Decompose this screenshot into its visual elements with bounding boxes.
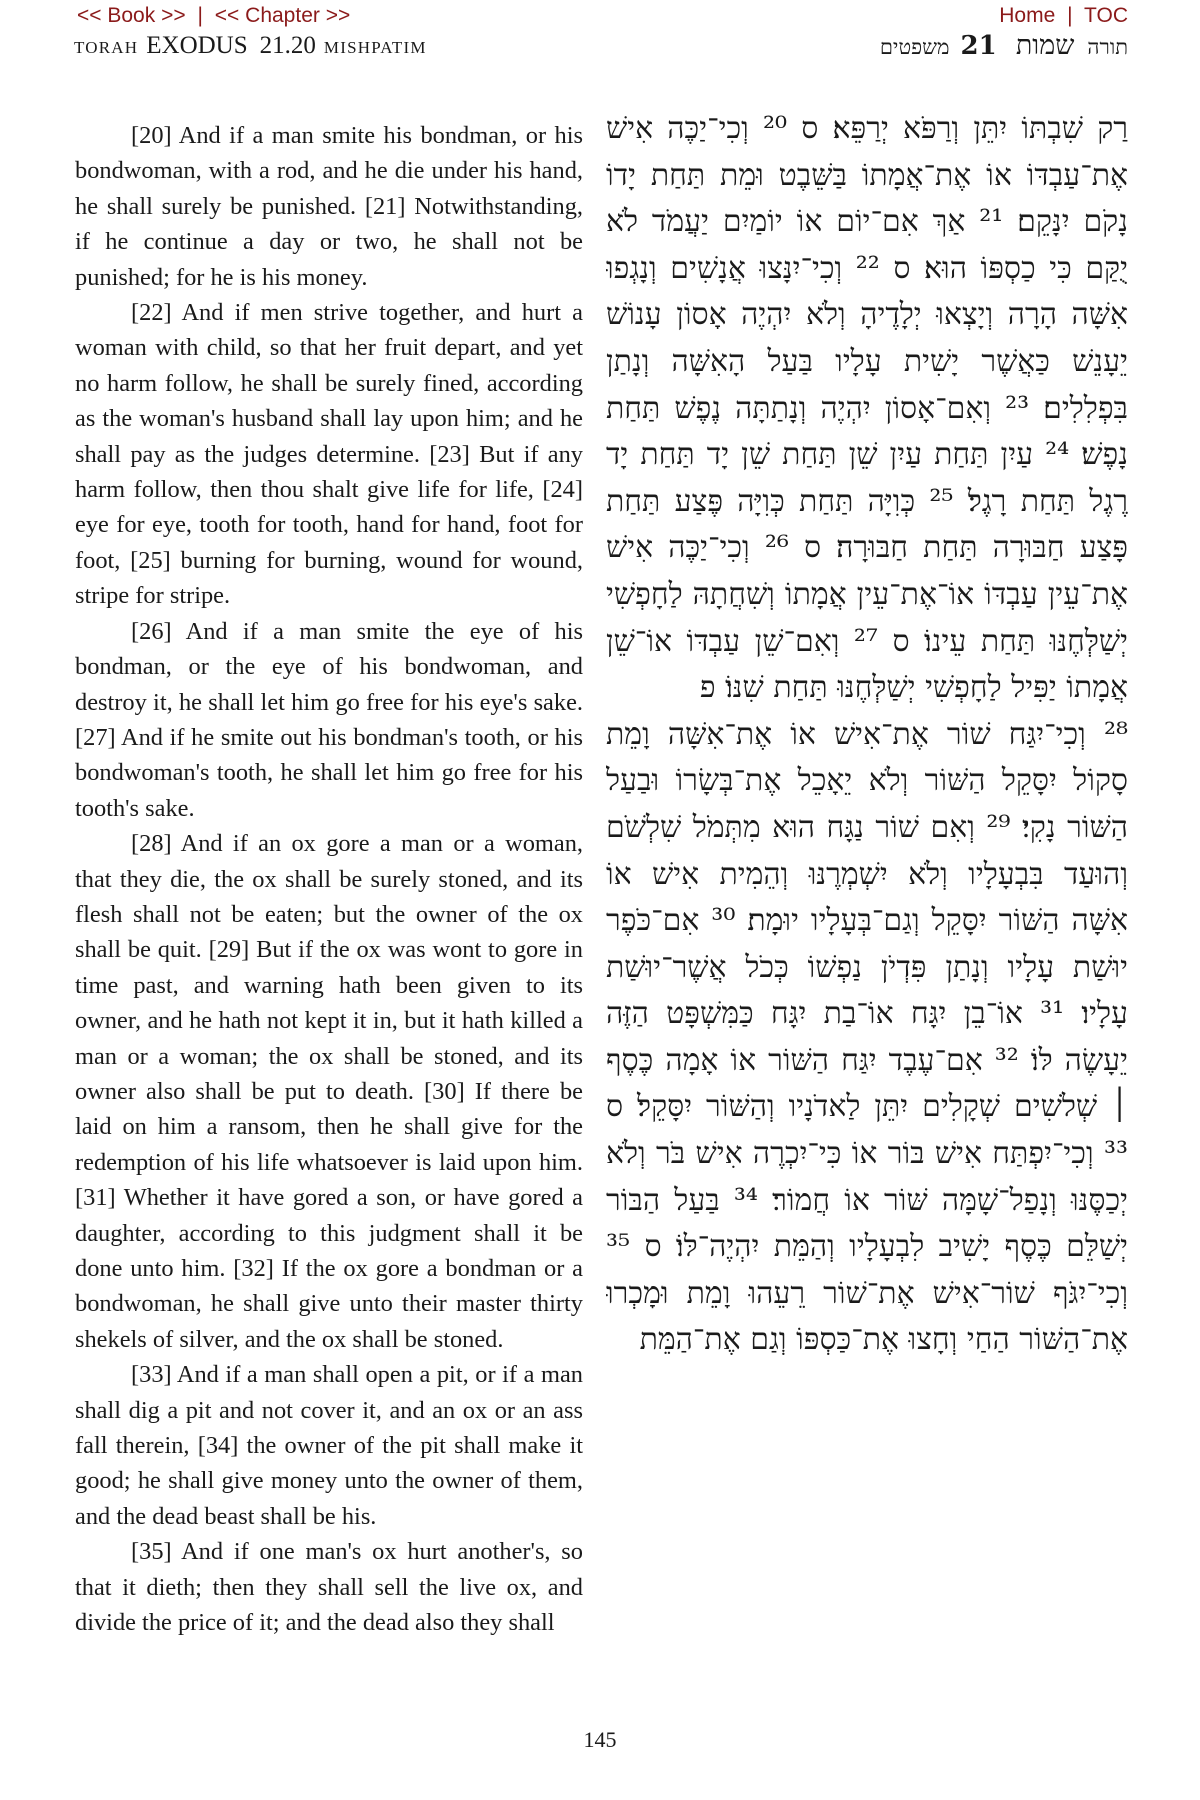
english-paragraph: [28] And if an ox gore a man or a woman, that they die, the ox shall be surely stoned, and its flesh shall not be eaten; but the owner of the ox shall be quit. [29] But if the ox was wont to gore in time past, and warning hath been given to its owner, and he hath not kept it in, but it hath killed a man or a woman; the ox shall be stoned, and its owner also shall be put to death. [30] If there be laid on him a ransom, then he shall give for the redemption of his life whatsoever is laid upon him. [31] Whether it have gored a son, or have gored a daughter, according to this judgment shall it be done unto him. [32] If the ox gore a bondman or a bondwoman, he shall give unto their master thirty shekels of silver, and the ox shall be stoned.: [75, 830, 583, 1353]
toc-link[interactable]: TOC: [1084, 4, 1128, 27]
page-number: 145: [583, 1727, 617, 1752]
home-link[interactable]: Home: [999, 4, 1056, 27]
hebrew-running-header: [880, 30, 1128, 61]
book-chapter-nav: [77, 4, 350, 28]
book-label[interactable]: Book: [107, 4, 156, 27]
next-book-link[interactable]: >>: [161, 4, 186, 27]
hebrew-paragraph: ²⁸ וְכִי־יִגַּח שׁוֹר אֶת־אִישׁ אוֹ אֶת־אִשָּׁה וָמֵת סָקוֹל יִסָּקֵל הַשּׁוֹר וְלֹא יֵאָכֵל אֶת־בְּשָׂרוֹ וּבַעַל הַשּׁוֹר נָקִי׃ ²⁹ וְאִם שׁוֹר נַגָּח הוּא מִתְּמֹל שִׁלְשֹׁם וְהוּעַד בִּבְעָלָיו וְלֹא יִשְׁמְרֶנּוּ וְהֵמִית אִישׁ אוֹ אִשָּׁה הַשּׁוֹר יִסָּקֵל וְגַם־בְּעָלָיו יוּמָת׃ ³⁰ אִם־כֹּפֶר יוּשַׁת עָלָיו וְנָתַן פִּדְיֹן נַפְשׁוֹ כְּכֹל אֲשֶׁר־יוּשַׁת עָלָיו׃ ³¹ אוֹ־בֵן יִגָּח אוֹ־בַת יִגָּח כַּמִּשְׁפָּט הַזֶּה יֵעָשֶׂה לּוֹ׃ ³² אִם־עֶבֶד יִגַּח הַשּׁוֹר אוֹ אָמָה כֶּסֶף ׀ שְׁלֹשִׁים שְׁקָלִים יִתֵּן לַאדֹנָיו וְהַשּׁוֹר יִסָּקֵל׃ ס ³³ וְכִי־יִפְתַּח אִישׁ בּוֹר אוֹ כִּי־יִכְרֶה אִישׁ בֹּר וְלֹא יְכַסֶּנּוּ וְנָפַל־שָׁמָּה שּׁוֹר אוֹ חֲמוֹר׃ ³⁴ בַּעַל הַבּוֹר יְשַׁלֵּם כֶּסֶף יָשִׁיב לִבְעָלָיו וְהַמֵּת יִהְיֶה־לּוֹ׃ ס ³⁵ וְכִי־יִגֹּף שׁוֹר־אִישׁ אֶת־שׁוֹר רֵעֵהוּ וָמֵת וּמָכְרוּ אֶת־הַשּׁוֹר הַחַי וְחָצוּ אֶת־כַּסְפּוֹ וְגַם אֶת־הַמֵּת: [606, 716, 1128, 1358]
english-running-header: [74, 32, 427, 60]
hebrew-paragraph: רַק שִׁבְתּוֹ יִתֵּן וְרַפֹּא יְרַפֵּא׃ ס ²⁰ וְכִי־יַכֶּה אִישׁ אֶת־עַבְדּוֹ אוֹ אֶת־אֲמָתוֹ בַּשֵּׁבֶט וּמֵת תַּחַת יָדוֹ נָקֹם יִנָּקֵם׃ ²¹ אַךְ אִם־יוֹם אוֹ יוֹמַיִם יַעֲמֹד לֹא יֻקַּם כִּי כַסְפּוֹ הוּא׃ ס ²² וְכִי־יִנָּצוּ אֲנָשִׁים וְנָגְפוּ אִשָּׁה הָרָה וְיָצְאוּ יְלָדֶיהָ וְלֹא יִהְיֶה אָסוֹן עָנוֹשׁ יֵעָנֵשׁ כַּאֲשֶׁר יָשִׁית עָלָיו בַּעַל הָאִשָּׁה וְנָתַן בִּפְלִלִים׃ ²³ וְאִם־אָסוֹן יִהְיֶה וְנָתַתָּה נֶפֶשׁ תַּחַת נָפֶשׁ׃ ²⁴ עַיִן תַּחַת עַיִן שֵׁן תַּחַת שֵׁן יָד תַּחַת יָד רֶגֶל תַּחַת רָגֶל׃ ²⁵ כְּוִיָּה תַּחַת כְּוִיָּה פֶּצַע תַּחַת פָּצַע חַבּוּרָה תַּחַת חַבּוּרָה׃ ס ²⁶ וְכִי־יַכֶּה אִישׁ אֶת־עֵין עַבְדּוֹ אוֹ־אֶת־עֵין אֲמָתוֹ וְשִׁחֲתָהּ לַחָפְשִׁי יְשַׁלְּחֶנּוּ תַּחַת עֵינוֹ׃ ס ²⁷ וְאִם־שֵׁן עַבְדּוֹ אוֹ־שֵׁן אֲמָתוֹ יַפִּיל לַחָפְשִׁי יְשַׁלְּחֶנּוּ תַּחַת שִׁנּוֹ׃ פ: [606, 111, 1128, 706]
english-paragraph: [26] And if a man smite the eye of his bondman, or the eye of his bondwoman, and destroy it, he shall let him go free for his eye's sake. [27] And if he smite out his bondman's tooth, or his bondwoman's tooth, he shall let him go free for his tooth's sake.: [75, 617, 583, 822]
english-text-column: [75, 118, 583, 1688]
chapter-label[interactable]: Chapter: [245, 4, 320, 27]
hebrew-header-section: תורה: [1087, 35, 1128, 59]
header-book: EXODUS: [146, 32, 248, 59]
nav-separator: |: [197, 4, 203, 27]
prev-chapter-link[interactable]: <<: [214, 4, 240, 27]
english-paragraph: [20] And if a man smite his bondman, or his bondwoman, with a rod, and he die under his hand, he shall surely be punished. [21] Notwithstanding, if he continue a day or two, he shall not be punished; for he is his money.: [75, 122, 583, 291]
header-parasha: MISHPATIM: [323, 38, 427, 57]
english-paragraph: [35] And if one man's ox hurt another's, so that it dieth; then they shall sell the live ox, and divide the price of it; and the dead also they shall: [75, 1538, 583, 1637]
prev-book-link[interactable]: <<: [77, 4, 102, 27]
home-toc-nav: [999, 4, 1128, 28]
hebrew-header-parasha: משפטים: [879, 35, 950, 59]
next-chapter-link[interactable]: >>: [325, 4, 351, 27]
header-reference: 21.20: [259, 32, 316, 59]
header-section: TORAH: [74, 38, 139, 57]
english-paragraph: [33] And if a man shall open a pit, or if a man shall dig a pit and not cover it, and an ox or an ass fall therein, [34] the owner of the pit shall make it good; he shall give money unto the owner of them, and the dead beast shall be his.: [75, 1361, 583, 1530]
hebrew-text-column: [606, 106, 1128, 1696]
hebrew-header-chapter: 21: [960, 31, 997, 61]
hebrew-header-book: שמות: [1015, 30, 1075, 61]
english-paragraph: [22] And if men strive together, and hurt a woman with child, so that her fruit depart, and yet no harm follow, he shall be surely fined, according as the woman's husband shall lay upon him; and he shall pay as the judges determine. [23] But if any harm follow, then thou shalt give life for life, [24] eye for eye, tooth for tooth, hand for hand, foot for foot, [25] burning for burning, wound for wound, stripe for stripe.: [75, 299, 583, 610]
nav-separator-right: |: [1067, 4, 1073, 27]
